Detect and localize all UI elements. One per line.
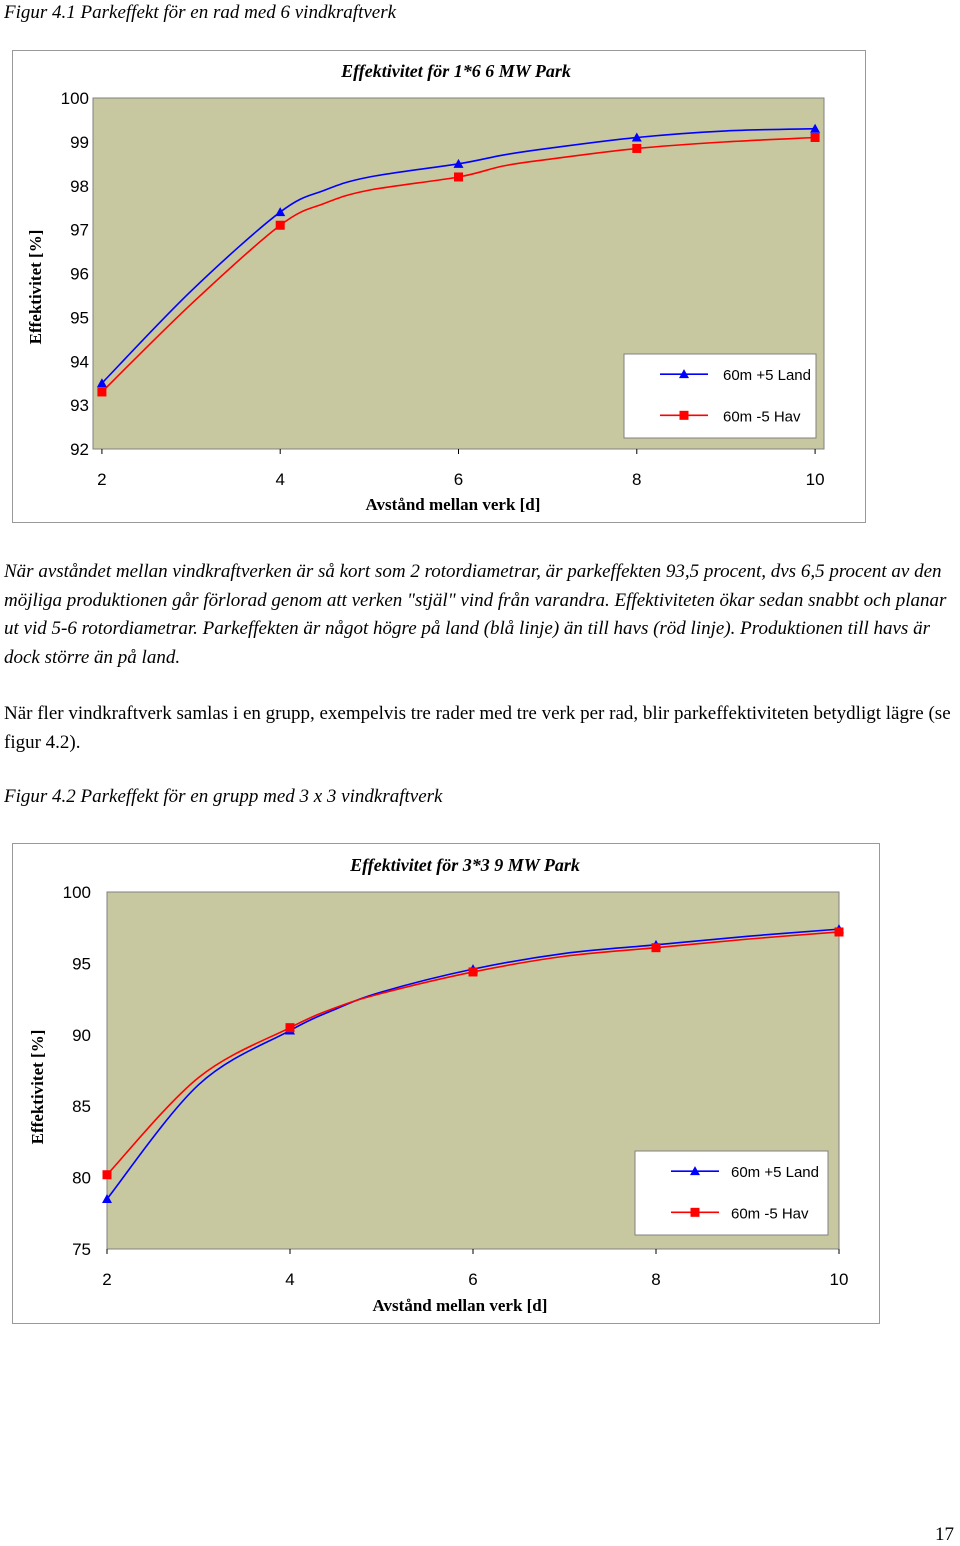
- y-tick-label: 100: [62, 883, 91, 902]
- chart-title: Effektivitet för 3*3 9 MW Park: [350, 855, 580, 875]
- x-tick-label: 10: [829, 1270, 849, 1289]
- x-tick-label: 4: [285, 1270, 295, 1289]
- legend-marker: [691, 1208, 700, 1217]
- x-tick-label: 8: [632, 470, 642, 489]
- legend-label: 60m -5 Hav: [723, 408, 801, 426]
- x-tick-label: 2: [97, 470, 107, 489]
- y-tick-label: 85: [72, 1097, 91, 1117]
- data-point: [103, 1170, 112, 1179]
- legend: [635, 1151, 828, 1235]
- y-tick-label: 99: [70, 132, 89, 152]
- x-tick-label: 2: [102, 1270, 112, 1289]
- y-tick-label: 90: [72, 1025, 91, 1045]
- legend-label: 60m +5 Land: [731, 1164, 819, 1182]
- y-tick-label: 98: [70, 176, 89, 196]
- y-tick-label: 93: [70, 396, 89, 416]
- figure1-chart: [12, 50, 866, 523]
- y-tick-label: 92: [70, 440, 89, 459]
- figure2-chart: [12, 843, 880, 1324]
- chart-title: Effektivitet för 1*6 6 MW Park: [341, 61, 571, 81]
- y-tick-label: 75: [72, 1240, 91, 1259]
- y-tick-label: 80: [72, 1168, 91, 1188]
- chart-svg: [13, 844, 879, 1323]
- data-point: [454, 172, 463, 181]
- data-point: [652, 943, 661, 952]
- legend: [624, 354, 816, 438]
- y-tick-label: 94: [70, 352, 89, 372]
- y-tick-label: 96: [70, 264, 89, 284]
- figure1-caption: Figur 4.1 Parkeffekt för en rad med 6 vindkraftverk: [4, 2, 397, 23]
- data-point: [276, 221, 285, 230]
- y-tick-label: 97: [70, 220, 89, 240]
- y-tick-label: 95: [72, 954, 91, 974]
- legend-marker: [680, 411, 689, 420]
- y-tick-label: 95: [70, 308, 89, 328]
- x-tick-label: 10: [805, 470, 825, 489]
- data-point: [286, 1023, 295, 1032]
- x-axis-label: Avstånd mellan verk [d]: [365, 495, 541, 514]
- data-point: [632, 144, 641, 153]
- legend-label: 60m -5 Hav: [731, 1205, 809, 1223]
- x-tick-label: 4: [275, 470, 285, 489]
- chart-svg: [13, 51, 865, 522]
- x-tick-label: 6: [453, 470, 464, 489]
- legend-label: 60m +5 Land: [723, 367, 811, 385]
- paragraph-1: När avståndet mellan vindkraftverken är så kort som 2 rotordiametrar, är parkeffekten 93,5 procent, dvs 6,5 procent av den möjliga produktionen går förlorad genom att verken "stjäl" vind från varandra. Effektiviteten ökar sedan snabbt och planar ut vid 5-6 rotordiametrar. Parkeffekten är något högre på land (blå linje) än till havs (röd linje). Produktionen till havs är dock större än på land.: [4, 561, 947, 668]
- data-point: [469, 967, 478, 976]
- data-point: [811, 133, 820, 142]
- figure2-caption: Figur 4.2 Parkeffekt för en grupp med 3 x 3 vindkraftverk: [4, 786, 443, 807]
- x-axis-label: Avstånd mellan verk [d]: [372, 1296, 548, 1315]
- x-tick-label: 6: [468, 1270, 478, 1289]
- y-axis-label: Effektivitet [%]: [26, 229, 45, 345]
- y-tick-label: 100: [60, 89, 89, 108]
- data-point: [97, 387, 106, 396]
- y-axis-label: Effektivitet [%]: [28, 1029, 47, 1145]
- page-number: 17: [935, 1524, 954, 1545]
- x-tick-label: 8: [651, 1270, 661, 1289]
- data-point: [835, 927, 844, 936]
- paragraph-2: När fler vindkraftverk samlas i en grupp, exempelvis tre rader med tre verk per rad, blir parkeffektiviteten betydligt lägre (se figur 4.2).: [4, 703, 951, 753]
